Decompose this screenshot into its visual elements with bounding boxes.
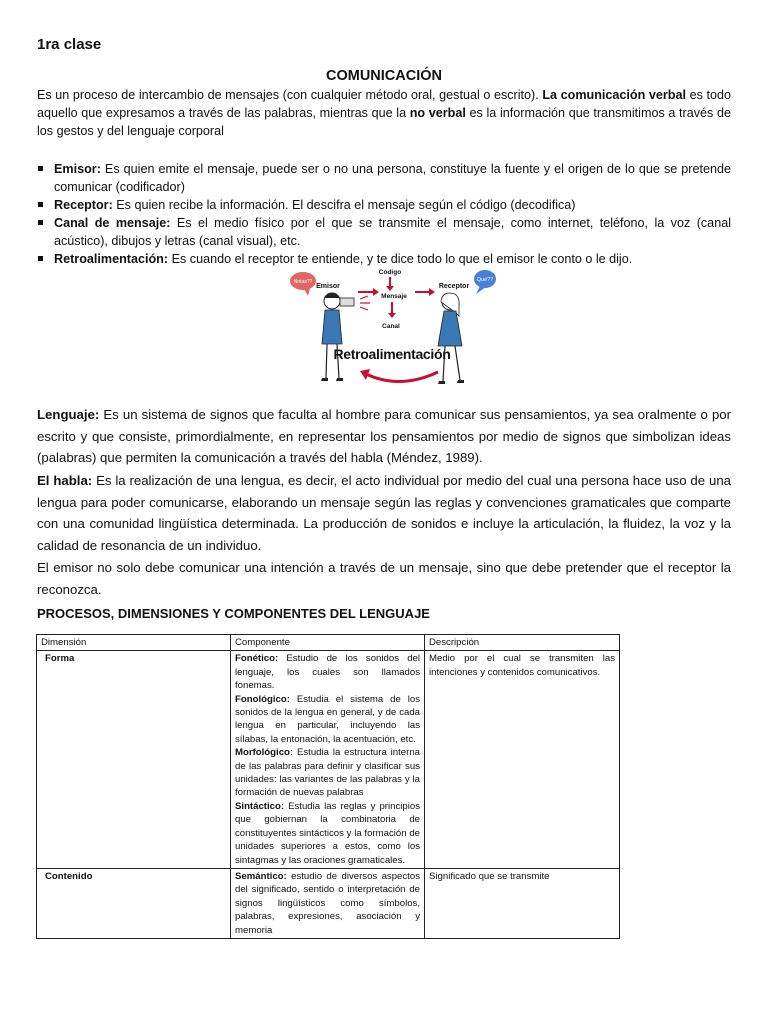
intro-text-2: es todo aquello que expresamos a través de las palabras, mientras que la bbox=[37, 88, 731, 120]
header-dimension: Dimensión bbox=[37, 635, 231, 651]
intro-bold-verbal: La comunicación verbal bbox=[542, 88, 686, 102]
label-receptor: Receptor bbox=[438, 283, 470, 290]
label-canal: Canal bbox=[382, 323, 400, 330]
dimension-cell: Forma bbox=[37, 651, 231, 869]
component-cell bbox=[231, 868, 425, 938]
label-codigo: Código bbox=[378, 269, 402, 276]
header-componente: Componente bbox=[231, 635, 425, 651]
bubble-left-text: Notas?? bbox=[293, 279, 313, 285]
habla-paragraph: El habla: Es la realización de una lengua, es decir, el acto individual por medio del cual una persona hace uso de una lengua para poder comunicarse, elaborando un mensaje según las reglas y convenciones gramaticales que comparte con una comunidad lingüística determinada. La producción de sonidos e incluye la articulación, la fluidez, la voz y la calidad de resonancia de un individuo. bbox=[37, 473, 731, 553]
component-cell bbox=[231, 651, 425, 869]
lenguaje-paragraph: Lenguaje: Es un sistema de signos que faculta al hombre para comunicar sus pensamientos, ya sea oralmente o por escrito y que consiste, primordialmente, en representar los pensamientos por medio de signos que simbolizan ideas (palabras) que permiten la comunicación a través del habla (Méndez, 1989). bbox=[37, 407, 731, 465]
feedback-arrow bbox=[366, 372, 438, 382]
component-item: Semántico: estudio de diversos aspectos del significado, sentido o interpretación de signos lingüísticos como símbolos, palabras, expresiones, asociación y memoria bbox=[235, 870, 420, 936]
component-item: Fonológico: Estudia el sistema de los sonidos de la lengua en general, y de cada lengua en particular, incluyendo las sílabas, la entonación, la acentuación, etc. bbox=[235, 693, 420, 745]
main-title: COMUNICACIÓN bbox=[326, 68, 442, 84]
intro-text-1: Es un proceso de intercambio de mensajes (con cualquier método oral, gestual o escrito). bbox=[37, 88, 543, 102]
description-cell: Medio por el cual se transmiten las intenciones y contenidos comunicativos. bbox=[425, 651, 620, 869]
table-title: PROCESOS, DIMENSIONES Y COMPONENTES DEL LENGUAJE bbox=[37, 606, 430, 621]
label-mensaje: Mensaje bbox=[381, 293, 407, 300]
component-item: Morfológico: Estudia la estructura interna de las palabras para definir y clasificar sus unidades: las variantes de las palabras y la formación de nuevas palabras bbox=[235, 747, 420, 799]
emisor-note-paragraph: El emisor no solo debe comunicar una intención a través de un mensaje, sino que debe pretender que el receptor la reconozca. bbox=[37, 560, 731, 597]
intro-paragraph bbox=[37, 86, 731, 140]
communication-illustration bbox=[290, 266, 496, 394]
table-row bbox=[37, 651, 620, 869]
list-item: Receptor: Es quien recibe la información. El descifra el mensaje según el código (decodifica) bbox=[37, 196, 731, 214]
list-item: Canal de mensaje: Es el medio físico por el que se transmite el mensaje, como internet, teléfono, la voz (canal acústico), dibujos y letras (canal visual), etc. bbox=[37, 214, 731, 250]
table-row bbox=[37, 868, 620, 938]
emisor-figure bbox=[321, 293, 354, 381]
list-item: Retroalimentación: Es cuando el receptor te entiende, y te dice todo lo que el emisor le conto o le dijo. bbox=[37, 250, 731, 268]
list-item: Emisor: Es quien emite el mensaje, puede ser o no una persona, constituye la fuente y el origen de lo que se pretende comunicar (codificador) bbox=[37, 160, 731, 196]
dimension-cell: Contenido bbox=[37, 868, 231, 938]
class-title: 1ra clase bbox=[37, 36, 102, 53]
bubble-right-text: Qué?? bbox=[476, 277, 494, 283]
component-item: Fonético: Estudio de los sonidos del lenguaje, los cuales son llamados fonemas. bbox=[235, 653, 420, 692]
table-header-row bbox=[37, 635, 620, 651]
retroalimentacion-label: Retroalimentación bbox=[333, 346, 451, 362]
description-cell: Significado que se transmite bbox=[425, 868, 620, 938]
elements-list bbox=[37, 160, 731, 268]
header-descripcion: Descripción bbox=[425, 635, 620, 651]
receptor-figure bbox=[438, 293, 464, 384]
component-item: Sintáctico: Estudia las reglas y principios que gobiernan la combinatoria de constituyentes sintácticos y la formación de unidades superiores a estos, como los sintagmas y las oraciones gramaticales. bbox=[235, 800, 420, 866]
label-emisor: Emisor bbox=[316, 283, 340, 290]
processes-table bbox=[36, 634, 620, 939]
intro-bold-no-verbal: no verbal bbox=[409, 106, 466, 120]
intro-text-3: es la información que transmitimos a través de los gestos y del lenguaje corporal bbox=[37, 106, 732, 138]
